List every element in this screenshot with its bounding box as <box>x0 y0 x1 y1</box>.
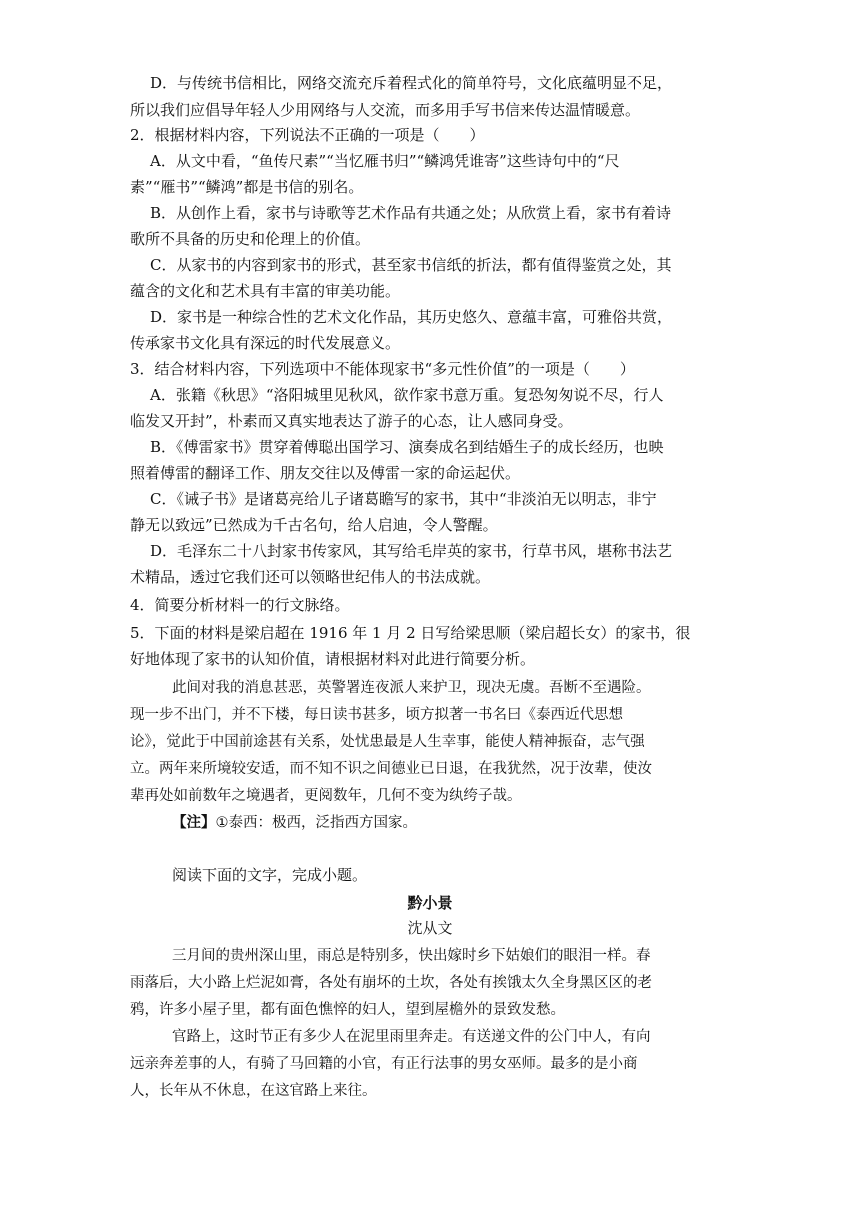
q1-option-d-line2: 所以我们应倡导年轻人少用网络与人交流，而多用手写书信来传达温情暖意。 <box>130 101 641 119</box>
q5-stem-line2: 好地体现了家书的认知价值，请根据材料对此进行简要分析。 <box>130 650 536 668</box>
q2-option-c-line1: C．从家书的内容到家书的形式，甚至家书信纸的折法，都有值得鉴赏之处，其 <box>150 256 672 274</box>
q3-option-b-line1: B．《傅雷家书》贯穿着傅聪出国学习、演奏成名到结婚生子的成长经历，也映 <box>150 438 664 456</box>
q1-option-d-line1: D．与传统书信相比，网络交流充斥着程式化的简单符号，文化底蕴明显不足， <box>150 74 673 92</box>
passage-title: 黔小景 <box>407 894 453 912</box>
letter-line3: 论》，觉此于中国前途甚有关系，处忧患最是人生幸事，能使人精神振奋，志气强 <box>130 734 645 750</box>
q3-option-a-line2: 临发又开封”，朴素而又真实地表达了游子的心态，让人感同身受。 <box>130 412 573 430</box>
q3-option-d-line1: D．毛泽东二十八封家书传家风，其写给毛岸英的家书，行草书风，堪称书法艺 <box>150 542 673 560</box>
passage-p2-line2: 远亲奔差事的人，有骑了马回籍的小官，有正行法事的男女巫师。最多的是小商 <box>130 1056 638 1072</box>
q3-option-c-line1: C．《诫子书》是诸葛亮给儿子诸葛瞻写的家书，其中“非淡泊无以明志，非宁 <box>150 490 657 508</box>
passage-p2-line1: 官路上，这时节正有多少人在泥里雨里奔走。有送递文件的公门中人，有向 <box>172 1029 651 1045</box>
q2-option-b-line1: B．从创作上看，家书与诗歌等艺术作品有共通之处；从欣赏上看，家书有着诗 <box>150 204 672 222</box>
q2-stem: 2．根据材料内容，下列说法不正确的一项是（ ） <box>130 126 485 144</box>
q2-option-b-line2: 歌所不具备的历史和伦理上的价值。 <box>130 230 371 248</box>
q2-option-c-line2: 蕴含的文化和艺术具有丰富的审美功能。 <box>130 282 401 300</box>
passage-p1-line1: 三月间的贵州深山里，雨总是特别多，快出嫁时乡下姑娘们的眼泪一样。春 <box>172 948 651 964</box>
q3-option-a-line1: A．张籍《秋思》“洛阳城里见秋风，欲作家书意万重。复恐匆匆说不尽，行人 <box>150 386 664 404</box>
q2-option-d-line2: 传承家书文化具有深远的时代发展意义。 <box>130 334 401 352</box>
q2-option-a-line2: 素”“雁书”“鳞鸿”都是书信的别名。 <box>130 178 364 196</box>
letter-line2: 现一步不出门，并不下楼，每日读书甚多，顷方拟著一书名曰《泰西近代思想 <box>130 707 623 723</box>
note-text: ①泰西：极西，泛指西方国家。 <box>215 815 417 831</box>
passage-p1-line2: 雨落后，大小路上烂泥如膏，各处有崩坏的土坎，各处有挨饿太久全身黑区区的老 <box>130 975 652 991</box>
q3-option-d-line2: 术精品，透过它我们还可以领略世纪伟人的书法成就。 <box>130 568 491 586</box>
passage-author: 沈从文 <box>407 919 453 937</box>
letter-line4: 立。两年来所境较安适，而不知不识之间德业已日退，在我犹然，况于汝辈，使汝 <box>130 761 652 777</box>
q3-option-c-line2: 静无以致远”已然成为千古名句，给人启迪，令人警醒。 <box>130 516 498 534</box>
q2-option-d-line1: D．家书是一种综合性的艺术文化作品，其历史悠久、意蕴丰富，可雅俗共赏， <box>150 308 673 326</box>
note-tag: 【注】 <box>172 815 216 831</box>
q2-option-a-line1: A．从文中看，“鱼传尺素”“当忆雁书归”“鳞鸿凭谁寄”这些诗句中的“尺 <box>150 152 620 170</box>
letter-line1: 此间对我的消息甚恶，英警署连夜派人来护卫，现决无虞。吾断不至遇险。 <box>172 680 651 696</box>
q5-stem-line1: 5．下面的材料是梁启超在 1916 年 1 月 2 日写给梁思顺（梁启超长女）的家书，很 <box>130 624 691 642</box>
passage-p2-line3: 人，长年从不休息，在这官路上来往。 <box>130 1083 377 1099</box>
q3-stem: 3．结合材料内容，下列选项中不能体现家书“多元性价值”的一项是（ ） <box>130 360 635 378</box>
letter-line5: 辈再处如前数年之境遇者，更阅数年，几何不变为纨绔子哉。 <box>130 788 522 804</box>
letter-note <box>172 810 417 836</box>
passage-p1-line3: 鸦，许多小屋子里，都有面色憔悴的妇人，望到屋檐外的景致发愁。 <box>130 1002 565 1018</box>
q4-stem: 4．简要分析材料一的行文脉络。 <box>130 596 350 614</box>
passage-instruction: 阅读下面的文字，完成小题。 <box>172 866 368 884</box>
q3-option-b-line2: 照着傅雷的翻译工作、朋友交往以及傅雷一家的命运起伏。 <box>130 464 521 482</box>
